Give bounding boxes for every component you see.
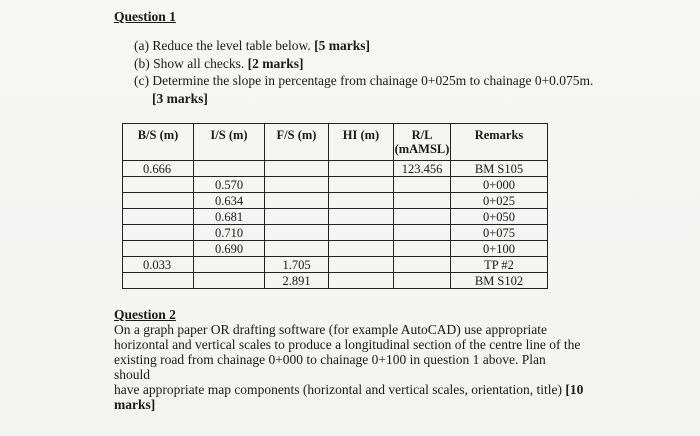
part-a-marks: [5 marks] <box>314 38 371 53</box>
header-remarks: Remarks <box>451 124 548 161</box>
table-row <box>123 257 548 273</box>
question-2-body <box>114 322 584 412</box>
cell-is: 0.710 <box>194 225 265 241</box>
table-row <box>123 241 548 257</box>
table-row <box>123 225 548 241</box>
cell-fs: 1.705 <box>265 257 329 273</box>
cell-hi <box>329 161 394 177</box>
cell-hi <box>329 273 394 289</box>
cell-is: 0.570 <box>194 177 265 193</box>
cell-remarks: 0+025 <box>451 193 548 209</box>
cell-rl <box>394 193 451 209</box>
cell-remarks: TP #2 <box>451 257 548 273</box>
question-1-part-c <box>134 73 593 89</box>
question-2-line: On a graph paper OR drafting software (for example AutoCAD) use appropriate <box>114 322 547 337</box>
cell-hi <box>329 257 394 273</box>
cell-hi <box>329 241 394 257</box>
cell-hi <box>329 193 394 209</box>
cell-rl <box>394 225 451 241</box>
cell-fs <box>265 161 329 177</box>
cell-bs: 0.033 <box>123 257 194 273</box>
cell-fs <box>265 241 329 257</box>
cell-rl <box>394 209 451 225</box>
cell-rl <box>394 177 451 193</box>
cell-hi <box>329 209 394 225</box>
table-header-row <box>123 124 548 161</box>
table-row <box>123 177 548 193</box>
cell-is <box>194 273 265 289</box>
cell-remarks: BM S105 <box>451 161 548 177</box>
question-2-line: have appropriate map components (horizontal and vertical scales, orientation, title) <box>114 382 566 397</box>
level-table <box>122 123 548 289</box>
part-b-marks: [2 marks] <box>247 56 304 71</box>
cell-remarks: BM S102 <box>451 273 548 289</box>
cell-hi <box>329 177 394 193</box>
cell-is: 0.634 <box>194 193 265 209</box>
cell-bs <box>123 273 194 289</box>
cell-is <box>194 161 265 177</box>
header-is: I/S (m) <box>194 124 265 161</box>
cell-rl <box>394 241 451 257</box>
header-bs: B/S (m) <box>123 124 194 161</box>
cell-bs <box>123 193 194 209</box>
cell-fs <box>265 225 329 241</box>
cell-rl: 123.456 <box>394 161 451 177</box>
cell-bs: 0.666 <box>123 161 194 177</box>
cell-rl <box>394 257 451 273</box>
part-c-text: (c) Determine the slope in percentage from chainage 0+025m to chainage 0+0.075m. <box>134 73 594 88</box>
header-fs: F/S (m) <box>265 124 329 161</box>
cell-remarks: 0+100 <box>451 241 548 257</box>
cell-is: 0.681 <box>194 209 265 225</box>
cell-bs <box>123 177 194 193</box>
question-2-title: Question 2 <box>114 307 176 322</box>
cell-hi <box>329 225 394 241</box>
cell-bs <box>123 209 194 225</box>
table-row <box>123 273 548 289</box>
question-2-line: horizontal and vertical scales to produce a longitudinal section of the centre line of the <box>114 337 581 352</box>
cell-is <box>194 257 265 273</box>
cell-bs <box>123 241 194 257</box>
part-c-marks: [3 marks] <box>152 91 208 106</box>
cell-remarks: 0+075 <box>451 225 548 241</box>
cell-fs <box>265 193 329 209</box>
cell-fs <box>265 209 329 225</box>
question-1-part-b <box>134 56 303 72</box>
cell-fs: 2.891 <box>265 273 329 289</box>
part-a-text: (a) Reduce the level table below. <box>134 38 315 53</box>
question-1-part-a <box>134 38 370 54</box>
header-rl: R/L (mAMSL) <box>394 124 451 161</box>
question-2-line: existing road from chainage 0+000 to chainage 0+100 in question 1 above. Plan should <box>114 352 546 382</box>
question-2-marks: [10 marks] <box>114 382 584 412</box>
cell-rl <box>394 273 451 289</box>
cell-is: 0.690 <box>194 241 265 257</box>
table-row <box>123 193 548 209</box>
cell-remarks: 0+000 <box>451 177 548 193</box>
table-row <box>123 209 548 225</box>
question-2-line-last <box>114 382 584 412</box>
cell-remarks: 0+050 <box>451 209 548 225</box>
part-b-text: (b) Show all checks. <box>134 56 248 71</box>
question-1-title: Question 1 <box>114 9 176 24</box>
cell-bs <box>123 225 194 241</box>
header-hi: HI (m) <box>329 124 394 161</box>
table-row <box>123 161 548 177</box>
cell-fs <box>265 177 329 193</box>
